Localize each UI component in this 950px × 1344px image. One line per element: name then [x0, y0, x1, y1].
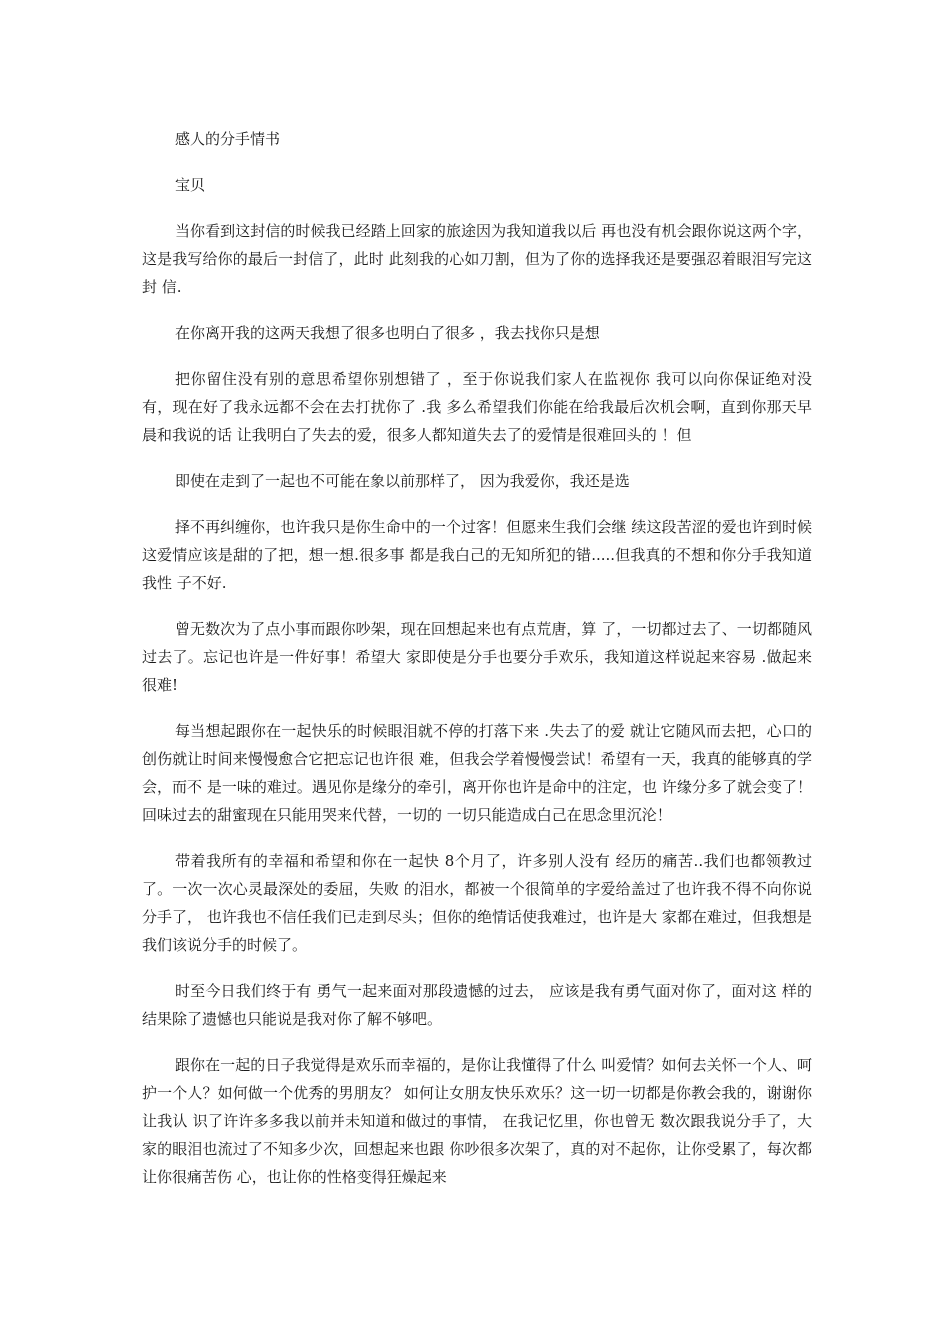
paragraph-2: 在你离开我的这两天我想了很多也明白了很多 ，我去找你只是想 — [175, 324, 600, 342]
paragraph-7: 每当想起跟你在一起快乐的时候眼泪就不停的打落下来 .失去了的爱 就让它随风而去把，心口的创伤就让时间来慢慢愈合它把忘记也许很 难，但我会学着慢慢尝试！希望有一天，我真的能够真的学会，而不 是一味的难过。遇见你是缘分的牵引，离开你也许是命中的注定，也 许缘分多了就会变了！回味过去的甜蜜现在只能用哭来代替，一切的 一切只能造成白己在思念里沉沦！ — [142, 722, 812, 824]
letter-body — [142, 125, 812, 1209]
paragraph-8: 带着我所有的幸福和希望和你在一起快 8个月了，许多别人没有 经历的痛苦..我们也都领教过了。一次一次心灵最深处的委屈，失败 的泪水，都被一个很简单的字爱给盖过了也许我不得不向你说分手了， 也许我也不信任我们已走到尽头；但你的绝情话使我难过，也许是大 家都在难过，但我想是我们该说分手的时候了。 — [142, 852, 812, 954]
paragraph-1: 当你看到这封信的时候我已经踏上回家的旅途因为我知道我以后 再也没有机会跟你说这两个字，这是我写给你的最后一封信了，此时 此刻我的心如刀割，但为了你的选择我还是要强忍着眼泪写完这封 信. — [142, 222, 812, 296]
paragraph-9: 时至今日我们终于有 勇气一起来面对那段遗憾的过去， 应该是我有勇气面对你了，面对这 样的结果除了遗憾也只能说是我对你了解不够吧。 — [142, 982, 812, 1028]
paragraph-10: 跟你在一起的日子我觉得是欢乐而幸福的，是你让我懂得了什么 叫爱情？如何去关怀一个人、呵护一个人？如何做一个优秀的男朋友？ 如何让女朋友快乐欢乐？这一切一切都是你教会我的，谢谢你让我认 识了许许多多我以前并未知道和做过的事情， 在我记忆里，你也曾无 数次跟我说分手了，大家的眼泪也流过了不知多少次，回想起来也跟 你吵很多次架了，真的对不起你，让你受累了，每次都让你很痛苦伤 心，也让你的性格变得狂燥起来 — [142, 1056, 812, 1186]
paragraph-4: 即使在走到了一起也不可能在象以前那样了， 因为我爱你，我还是选 — [175, 472, 630, 490]
document-title: 感人的分手情书 — [175, 130, 281, 148]
paragraph-3: 把你留住没有别的意思希望你别想错了 ，至于你说我们家人在监视你 我可以向你保证绝对没有，现在好了我永远都不会在去打扰你了 .我 多么希望我们你能在给我最后次机会啊，直到你那天早晨和我说的话 让我明白了失去的爱，很多人都知道失去了的爱情是很难回头的 ！但 — [142, 370, 812, 444]
paragraph-5: 择不再纠缠你，也许我只是你生命中的一个过客！但愿来生我们会继 续这段苦涩的爱也许到时候这爱情应该是甜的了把，想一想.很多事 都是我白己的无知所犯的错.....但我真的不想和你分手我知道我性 子不好. — [142, 518, 812, 592]
paragraph-6: 曾无数次为了点小事而跟你吵架，现在回想起来也有点荒唐，算 了，一切都过去了、一切都随风过去了。忘记也许是一件好事！希望大 家即使是分手也要分手欢乐，我知道这样说起来容易 .做起来很难! — [142, 620, 812, 694]
salutation: 宝贝 — [175, 176, 206, 194]
